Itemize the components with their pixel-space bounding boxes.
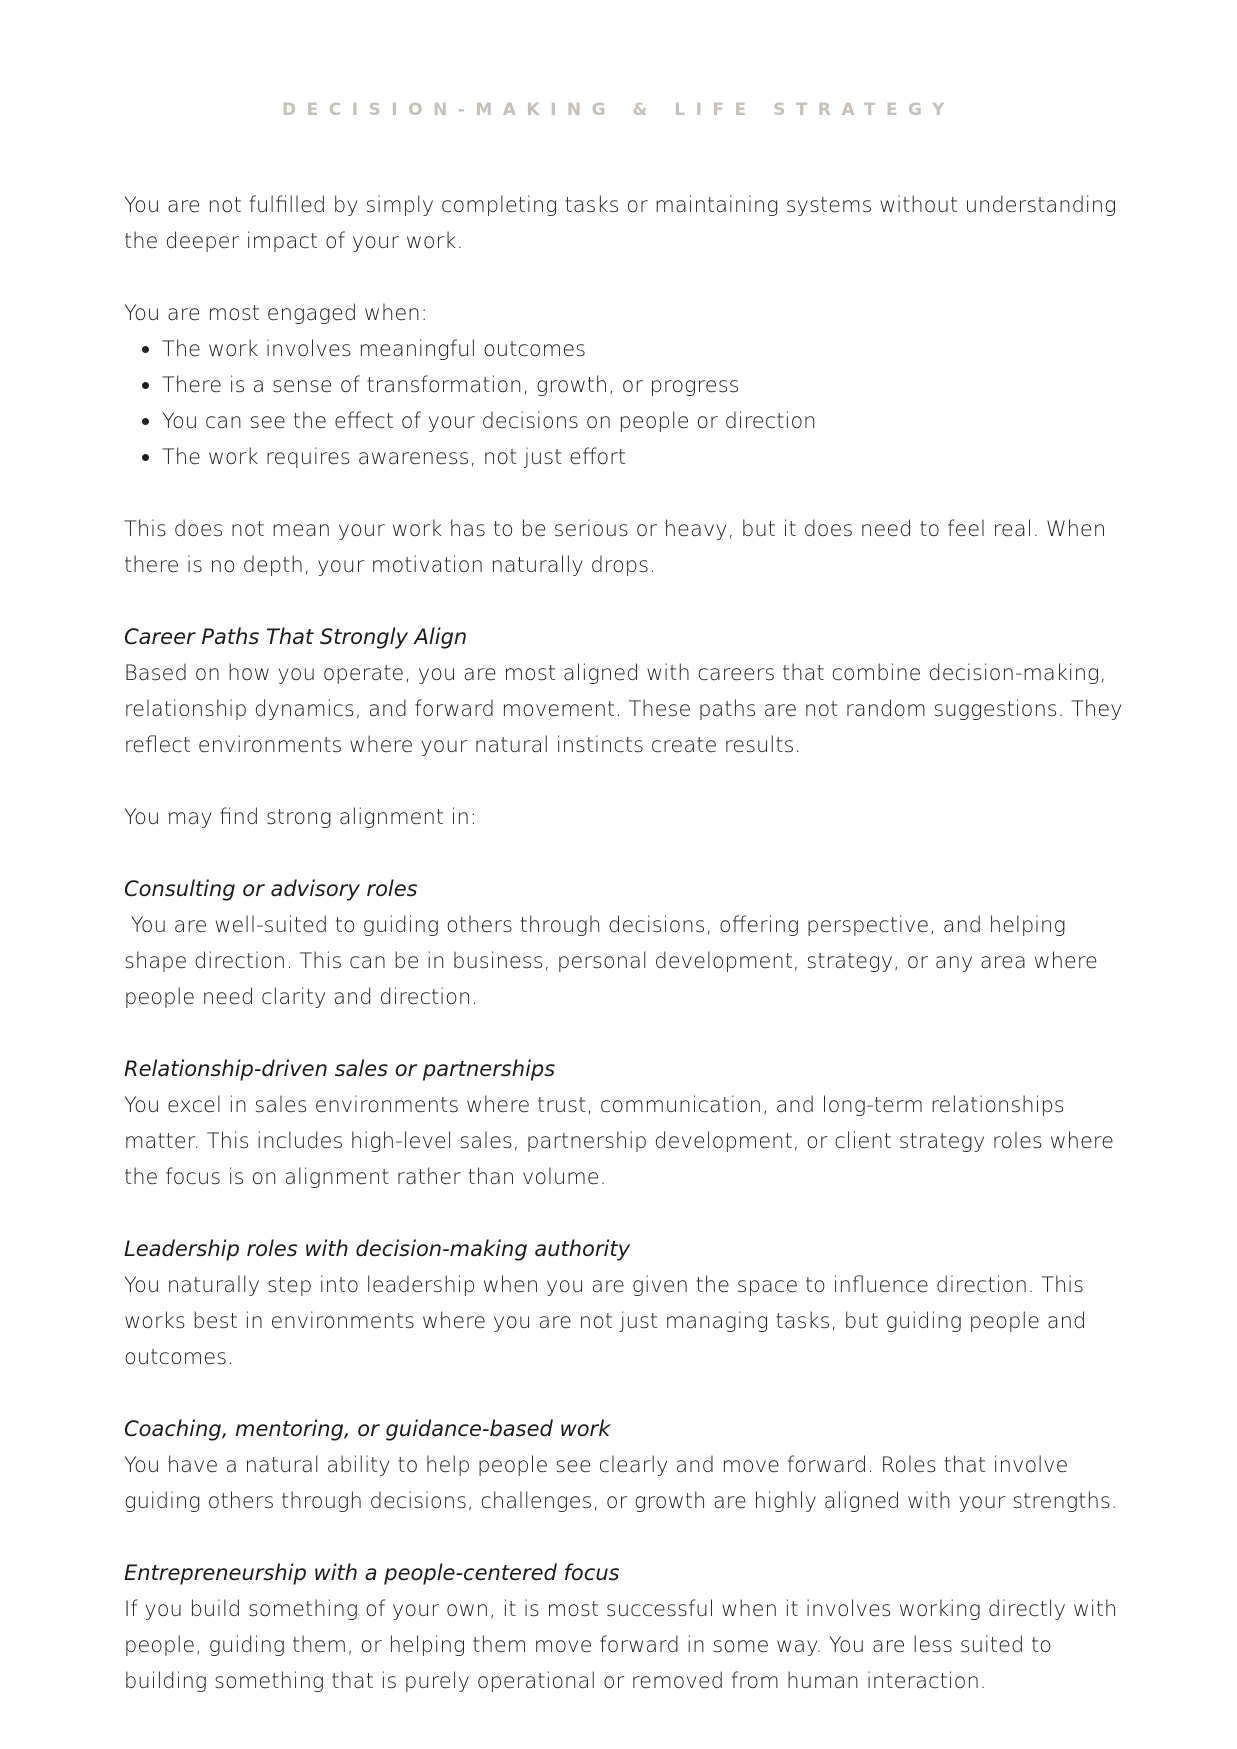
list-item: The work involves meaningful outcomes [162,331,1124,367]
paragraph-spacer [124,475,1124,511]
section-heading-entrepreneurship: Entrepreneurship with a people-centered focus [124,1561,620,1585]
paragraph-spacer [124,583,1124,619]
page-content [124,187,1124,1699]
paragraph-depth: This does not mean your work has to be serious or heavy, but it does need to feel real. When there is no depth, your motivation naturally drops. [124,517,1107,577]
alignment-intro: You may find strong alignment in: [124,805,477,829]
section-text-entrepreneurship: If you build something of your own, it is most successful when it involves working directly with people, guiding them, or helping them move forward in some way. You are less suited to building something that is purely operational or removed from human interaction. [124,1597,1118,1693]
paragraph-spacer [124,1015,1124,1051]
section-text-coaching: You have a natural ability to help people see clearly and move forward. Roles that involve guiding others through decisions, challenges, or growth are highly aligned with your strengths. [124,1453,1118,1513]
career-heading: Career Paths That Strongly Align [124,625,468,649]
paragraph-spacer [124,763,1124,799]
paragraph-spacer [124,1195,1124,1231]
section-text-leadership: You naturally step into leadership when you are given the space to influence direction. This works best in environments where you are not just managing tasks, but guiding people and outcomes. [124,1273,1087,1369]
list-item: The work requires awareness, not just effort [162,439,1124,475]
running-header: DECISION-MAKING & LIFE STRATEGY [282,100,955,120]
engaged-list [124,331,1124,475]
section-heading-coaching: Coaching, mentoring, or guidance-based work [124,1417,611,1441]
section-text-sales: You excel in sales environments where trust, communication, and long-term relationships matter. This includes high-level sales, partnership development, or client strategy roles where the focus is on alignment rather than volume. [124,1093,1114,1189]
section-heading-consulting: Consulting or advisory roles [124,877,418,901]
list-item: You can see the effect of your decisions on people or direction [162,403,1124,439]
career-intro: Based on how you operate, you are most aligned with careers that combine decision-making, relationship dynamics, and forward movement. These paths are not random suggestions. They reflect environments where your natural instincts create results. [124,661,1123,757]
section-heading-sales: Relationship-driven sales or partnerships [124,1057,556,1081]
section-text-consulting: You are well-suited to guiding others through decisions, offering perspective, and helping shape direction. This can be in business, personal development, strategy, or any area where people need clarity and direction. [124,913,1105,1009]
paragraph-spacer [124,835,1124,871]
paragraph-fulfilled: You are not fulfilled by simply completing tasks or maintaining systems without understanding the deeper impact of your work. [124,193,1117,253]
paragraph-spacer [124,259,1124,295]
paragraph-spacer [124,1519,1124,1555]
engaged-intro: You are most engaged when: [124,301,428,325]
section-heading-leadership: Leadership roles with decision-making authority [124,1237,631,1261]
list-item: There is a sense of transformation, growth, or progress [162,367,1124,403]
paragraph-spacer [124,1375,1124,1411]
